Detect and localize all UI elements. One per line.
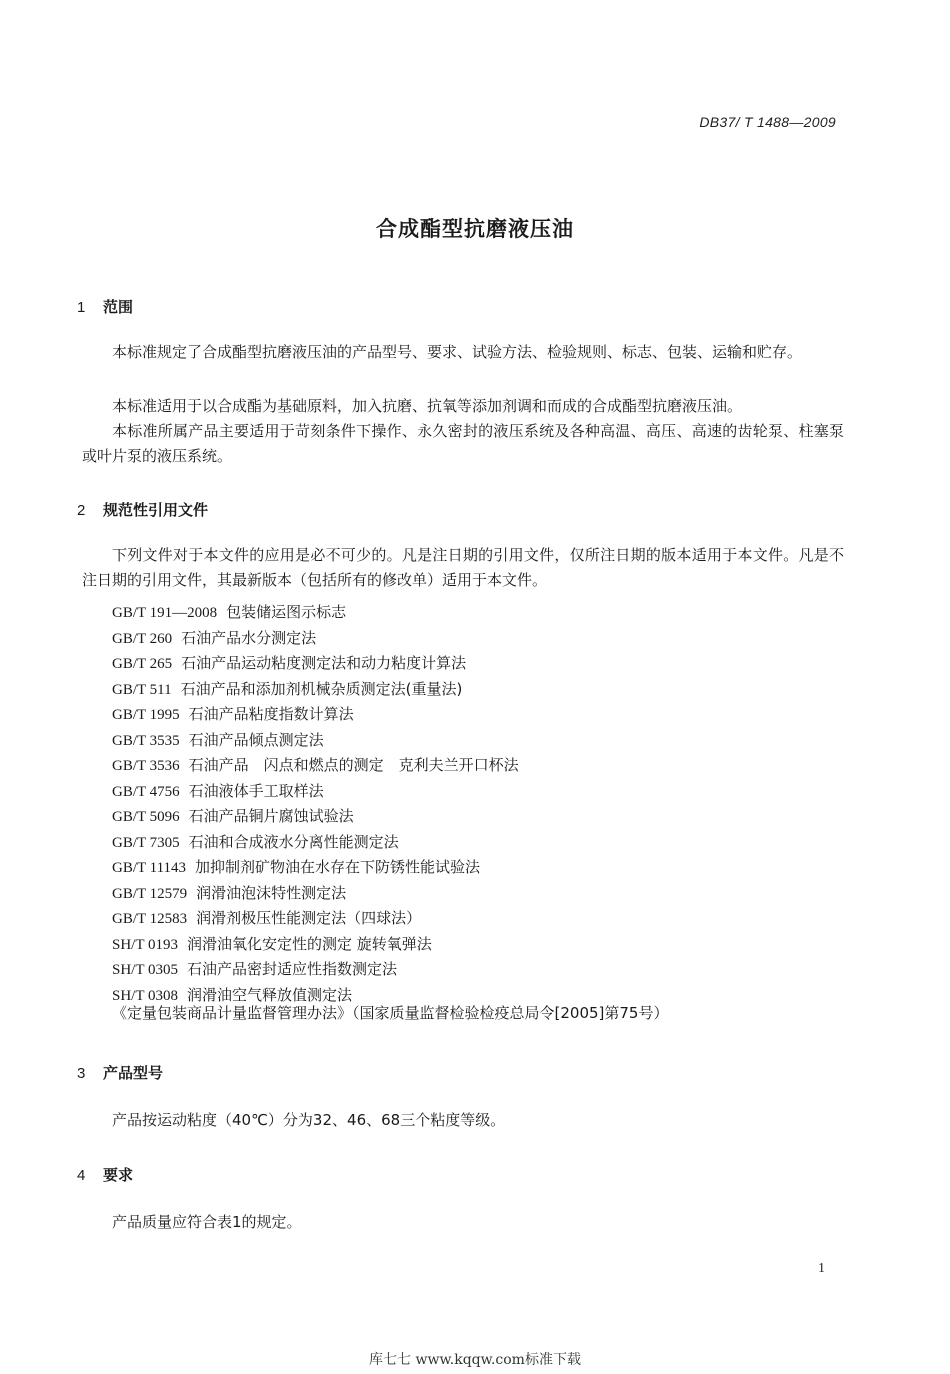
reference-item: [112, 779, 519, 805]
reference-name: 石油产品和添加剂机械杂质测定法(重量法): [180, 679, 463, 698]
reference-item: [112, 651, 519, 677]
reference-name: 石油产品粘度指数计算法: [188, 705, 354, 723]
reference-code: GB/T 12579: [112, 885, 188, 902]
reference-item: [112, 906, 519, 932]
reference-code: GB/T 4756: [112, 783, 180, 800]
reference-item: [112, 600, 519, 626]
reference-code: GB/T 11143: [112, 860, 187, 876]
reference-item: [112, 830, 519, 856]
section-title: 要求: [103, 1166, 134, 1184]
reference-code: SH/T 0308: [112, 987, 178, 1004]
reference-code: GB/T 12583: [112, 911, 188, 927]
reference-code: SH/T 0193: [112, 936, 178, 953]
reference-code: GB/T 265: [112, 656, 173, 672]
section-number: 2: [77, 502, 86, 519]
reference-item: [112, 932, 519, 958]
reference-code: GB/T 3536: [112, 758, 180, 774]
product-model-text: 产品按运动粘度（40℃）分为32、46、68三个粘度等级。: [112, 1111, 506, 1129]
reference-item: [112, 702, 519, 728]
reference-name: 石油产品密封适应性指数测定法: [186, 960, 397, 978]
section-number: 4: [77, 1167, 86, 1184]
section-number: 1: [77, 299, 86, 316]
reference-item: [112, 677, 519, 703]
reference-item: [112, 881, 519, 907]
section-title: 产品型号: [103, 1064, 164, 1082]
requirements-text: 产品质量应符合表1的规定。: [112, 1213, 302, 1231]
reference-code: GB/T 3535: [112, 732, 180, 749]
reference-code: GB/T 191—2008: [112, 605, 218, 621]
document-title: 合成酯型抗磨液压油: [376, 217, 574, 241]
section-heading-product-model: [77, 1062, 163, 1083]
reference-list: [112, 600, 519, 1008]
reference-name: 加抑制剂矿物油在水存在下防锈性能试验法: [195, 858, 481, 876]
section-title: 范围: [103, 298, 134, 316]
reference-code: GB/T 511: [112, 681, 172, 698]
scope-paragraph-1: 本标准规定了合成酯型抗磨液压油的产品型号、要求、试验方法、检验规则、标志、包装、运输和贮存。: [112, 343, 803, 361]
scope-paragraph-3: 本标准所属产品主要适用于苛刻条件下操作、永久密封的液压系统及各种高温、高压、高速的齿轮泵、柱塞泵或叶片泵的液压系统。: [82, 422, 844, 465]
section-heading-requirements: [77, 1164, 133, 1185]
download-watermark: 库七七 www.kqqw.com标准下载: [369, 1352, 581, 1368]
reference-name: 石油和合成液水分离性能测定法: [188, 832, 399, 851]
reference-code: GB/T 5096: [112, 809, 180, 825]
section-title: 规范性引用文件: [103, 501, 209, 519]
standard-code: DB37/ T 1488—2009: [699, 114, 836, 130]
reference-code: SH/T 0305: [112, 962, 178, 978]
reference-name: 石油产品 闪点和燃点的测定 克利夫兰开口杯法: [188, 756, 519, 774]
reference-item: [112, 728, 519, 754]
reference-name: 润滑油泡沫特性测定法: [196, 883, 347, 902]
scope-paragraph-2: 本标准适用于以合成酯为基础原料，加入抗磨、抗氧等添加剂调和而成的合成酯型抗磨液压油。: [112, 397, 743, 415]
reference-name: 润滑剂极压性能测定法（四球法）: [196, 909, 422, 927]
reference-item: [112, 753, 519, 779]
reference-name: 润滑油氧化安定性的测定 旋转氧弹法: [186, 934, 432, 953]
reference-name: 石油产品水分测定法: [181, 628, 317, 647]
reference-name: 石油液体手工取样法: [188, 781, 324, 800]
reference-item: [112, 804, 519, 830]
page-number: 1: [818, 1261, 825, 1276]
reference-name: 石油产品铜片腐蚀试验法: [188, 807, 354, 825]
section-heading-scope: [77, 296, 133, 317]
reference-code: GB/T 260: [112, 630, 173, 647]
reference-item: [112, 626, 519, 652]
reference-name: 包装储运图示标志: [226, 603, 347, 621]
reference-name: 石油产品运动粘度测定法和动力粘度计算法: [181, 654, 467, 672]
reference-name: 石油产品倾点测定法: [188, 730, 324, 749]
reference-name: 润滑油空气释放值测定法: [186, 985, 352, 1004]
section-number: 3: [77, 1065, 86, 1082]
section-heading-references: [77, 499, 208, 520]
reference-code: GB/T 1995: [112, 707, 180, 723]
legal-reference: 《定量包装商品计量监督管理办法》（国家质量监督检验检疫总局令[2005]第75号）: [112, 1004, 669, 1022]
references-intro: 下列文件对于本文件的应用是必不可少的。凡是注日期的引用文件，仅所注日期的版本适用于本文件。凡是不注日期的引用文件，其最新版本（包括所有的修改单）适用于本文件。: [82, 546, 844, 589]
reference-item: [112, 855, 519, 881]
reference-item: [112, 957, 519, 983]
reference-code: GB/T 7305: [112, 834, 180, 851]
